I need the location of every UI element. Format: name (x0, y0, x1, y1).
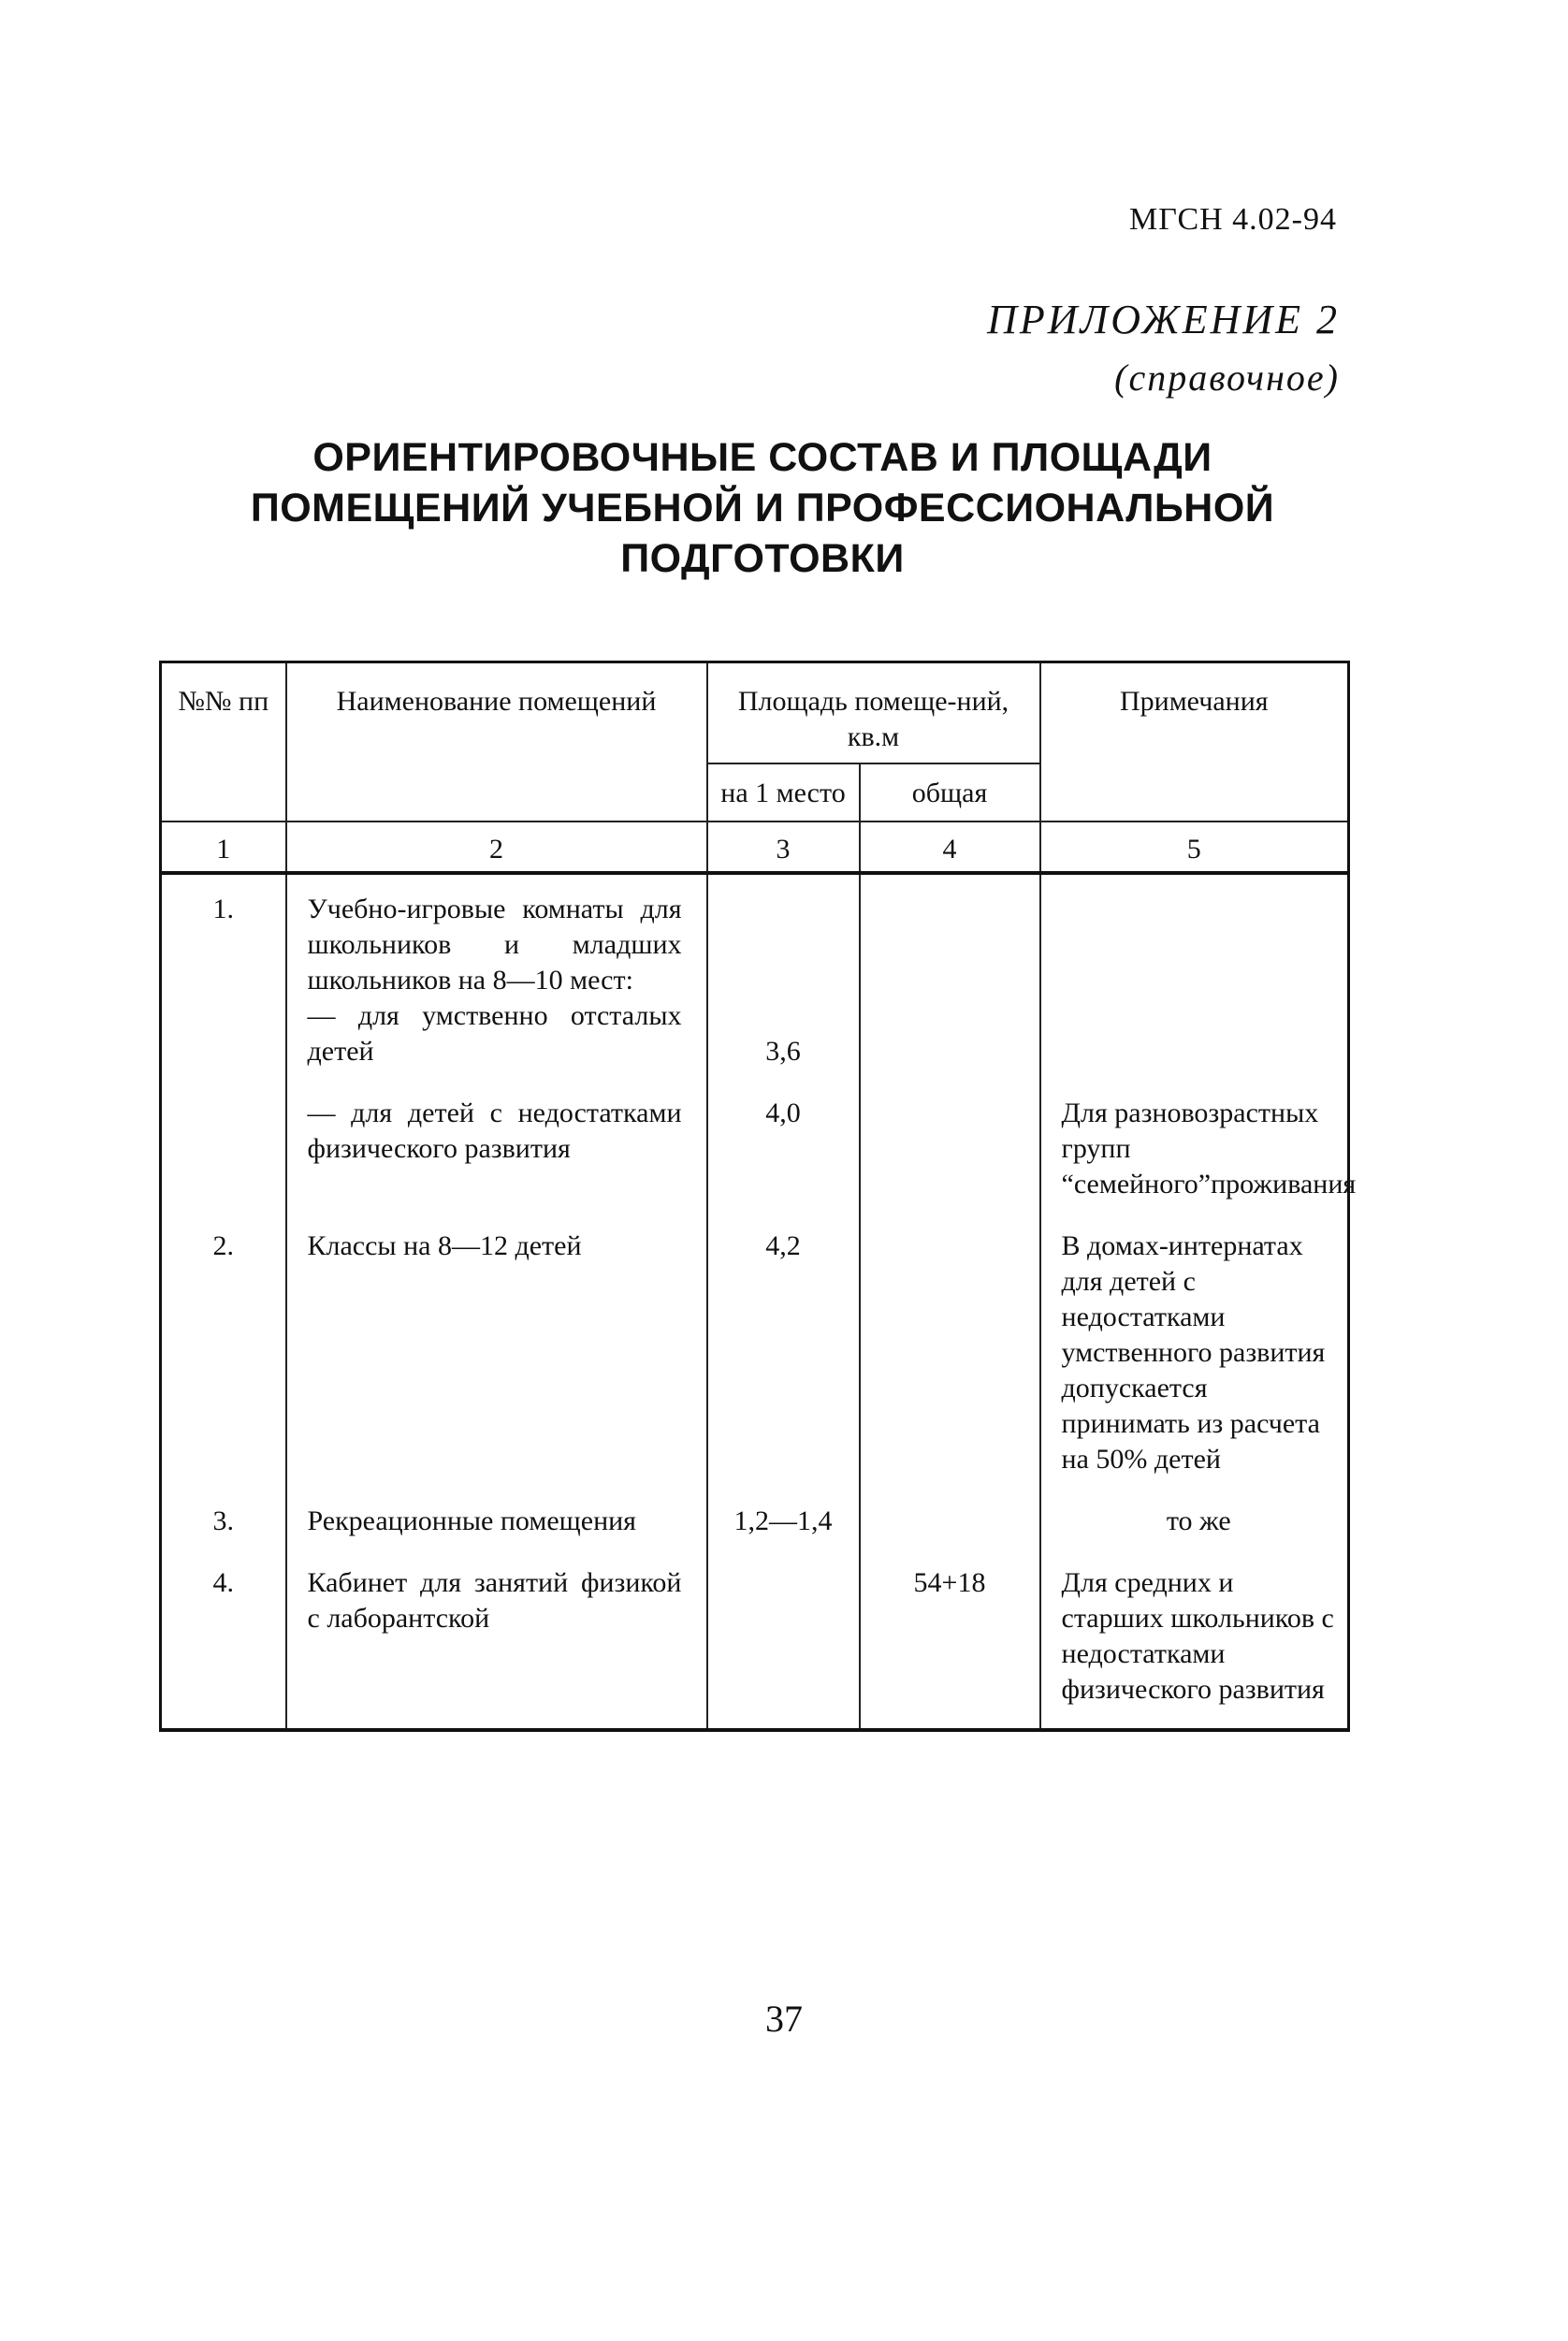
table-row (161, 1223, 1349, 1498)
column-number: 3 (707, 822, 860, 873)
row-note: то же (1040, 1498, 1349, 1560)
column-number: 5 (1040, 822, 1349, 873)
title-line-2: ПОМЕЩЕНИЙ УЧЕБНОЙ И ПРОФЕССИОНАЛЬНОЙ (250, 486, 1275, 531)
room-name-main: Учебно-игровые комнаты для школьников и младших школьников на 8—10 мест: (307, 894, 682, 996)
table-row (161, 873, 1349, 1090)
row-number: 2. (161, 1223, 286, 1498)
area-per-place (707, 873, 860, 1090)
header-per-place: на 1 место (707, 763, 860, 822)
area-per-place: 4,0 (707, 1090, 860, 1223)
area-total (860, 1498, 1040, 1560)
row-note: В домах-интернатах для детей с недостатками умственного развития допускается принимать из расчета на 50% детей (1040, 1223, 1349, 1498)
header-name: Наименование помещений (286, 662, 707, 822)
table-body (161, 873, 1357, 1730)
rooms-table (159, 661, 1357, 1732)
title-line-3: ПОДГОТОВКИ (620, 536, 905, 581)
room-name: Кабинет для занятий физикой с лаборантской (286, 1560, 707, 1730)
area-total (860, 1223, 1040, 1498)
header-notes: Примечания (1040, 662, 1349, 822)
row-number: 4. (161, 1560, 286, 1730)
row-number (161, 1090, 286, 1223)
row-note (1040, 873, 1349, 1090)
row-note: Для разновозрастных групп “семейного”проживания (1040, 1090, 1349, 1223)
header-area: Площадь помеще-ний, кв.м (707, 662, 1040, 764)
area-per-place: 4,2 (707, 1223, 860, 1498)
room-name: — для детей с недостатками физического развития (286, 1090, 707, 1223)
room-name-sub: — для умственно отсталых детей (307, 1000, 682, 1067)
area-per-place: 1,2—1,4 (707, 1498, 860, 1560)
header-total: общая (860, 763, 1040, 822)
row-number: 3. (161, 1498, 286, 1560)
column-number: 4 (860, 822, 1040, 873)
column-number-row (161, 822, 1349, 873)
area-total (860, 1090, 1040, 1223)
area-total: 54+18 (860, 1560, 1040, 1730)
appendix-note: (справочное) (1114, 356, 1340, 399)
document-code: МГСН 4.02-94 (1129, 202, 1337, 237)
area-per-place (707, 1560, 860, 1730)
appendix-label: ПРИЛОЖЕНИЕ 2 (987, 297, 1340, 342)
table-row (161, 1560, 1349, 1730)
table-header (161, 662, 1349, 874)
column-number: 2 (286, 822, 707, 873)
page-number: 37 (765, 1998, 803, 2040)
page-title (187, 432, 1338, 584)
table-row (161, 1498, 1349, 1560)
area-per-place-value: 3,6 (765, 1036, 801, 1067)
row-note: Для средних и старших школьников с недостатками физического развития (1040, 1560, 1349, 1730)
table-row (161, 1090, 1349, 1223)
header-num: №№ пп (161, 662, 286, 822)
column-number: 1 (161, 822, 286, 873)
room-name: Рекреационные помещения (286, 1498, 707, 1560)
room-name (286, 873, 707, 1090)
area-total (860, 873, 1040, 1090)
title-line-1: ОРИЕНТИРОВОЧНЫЕ СОСТАВ И ПЛОЩАДИ (312, 435, 1212, 480)
room-name: Классы на 8—12 детей (286, 1223, 707, 1498)
row-number: 1. (161, 873, 286, 1090)
